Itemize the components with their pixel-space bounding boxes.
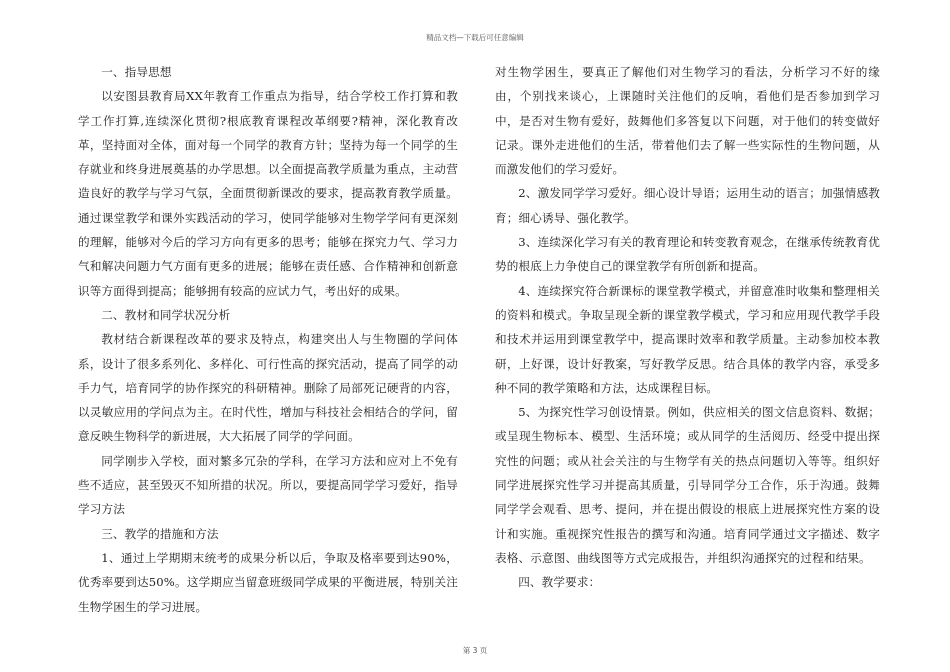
paragraph-measure-4: 4、连续探究符合新课标的课堂教学模式，并留意准时收集和整理相关的资料和模式。争取呈现全新的课堂教学模式，学习和应用现代教学手段和技术并运用到课堂教学中，提高课时效率和教学质量。主动参加校本教研，上好课，设计好教案，写好教学反思。结合具体的教学内容，承受多种不同的教学策略和方法，达成课程目标。 <box>495 283 880 395</box>
page-number: 第 3 页 <box>462 646 488 655</box>
paragraph-measure-2: 2、激发同学学习爱好。细心设计导语；运用生动的语言；加强情感教育；细心诱导、强化教学。 <box>495 186 880 225</box>
section-heading-guiding-thought: 一、指导思想 <box>101 65 172 79</box>
paragraph-materials: 教材结合新课程改革的要求及特点，构建突出人与生物圈的学问体系，设计了很多系列化、多样化、可行性高的探究活动，提高了同学的动手力气，培育同学的协作探究的科研精神。删除了局部死记硬背的内容，以灵敏应用的学问点为主。在时代性，增加与科技社会相结合的学问，留意反映生物科学的新进展，大大拓展了同学的学问面。 <box>78 332 458 444</box>
page-header: 精品文档—下载后可任意编辑 <box>426 33 524 42</box>
section-heading-materials-analysis: 二、教材和同学状况分析 <box>101 307 231 322</box>
section-heading-requirements: 四、教学要求： <box>518 575 601 590</box>
right-column <box>495 60 880 595</box>
paragraph-measure-5: 5、为探究性学习创设情景。例如，供应相关的图文信息资料、数据；或呈现生物标本、模型、生活环境；或从同学的生活阅历、经受中提出探究性的问题；或从社会关注的与生物学有关的热点问题切入等等。组织好同学进展探究性学习并提高其质量，引导同学分工合作，乐于沟通。鼓舞同学学会观看、思考、提问，并在提出假设的根底上进展探究性方案的设计和实施。重视探究性报告的撰写和沟通。培育同学通过文字描述、数字表格、示意图、曲线图等方式完成报告，并组织沟通探究的过程和结果。 <box>495 405 880 565</box>
section-heading-measures: 三、教学的措施和方法 <box>101 526 219 541</box>
paragraph-guiding-thought: 以安图县教育局XX年教育工作重点为指导，结合学校工作打算和教学工作打算,连续深化贯彻?根底教育课程改革纲要?精神，深化教育改革，坚持面对全体，面对每一个同学的教育方针；坚持为每一个同学的生存就业和终身进展奠基的办学思想。以全面提高教学质量为重点，主动营造良好的教学与学习气氛，全面贯彻新课改的要求，提高教育教学质量。通过课堂教学和课外实践活动的学习，使同学能够对生物学学问有更深刻的理解，能够对今后的学习方向有更多的思考；能够在探究力气、学习力气和解决问题力气方面有更多的进展；能够在责任感、合作精神和创新意识等方面得到提高；能够拥有较高的应试力气，考出好的成果。 <box>78 89 458 298</box>
paragraph-measure-1-continued: 对生物学困生，要真正了解他们对生物学习的看法，分析学习不好的缘由，个别找来谈心，上课随时关注他们的反响，看他们是否参加到学习中，是否对生物有爱好，鼓舞他们多答复以下问题，对于他们的转变做好记录。课外走进他们的生活，带着他们去了解一些实际性的生物问题，从而激发他们的学习爱好。 <box>495 65 880 177</box>
paragraph-measure-3: 3、连续深化学习有关的教育理论和转变教育观念，在继承传统教育优势的根底上力争使自己的课堂教学有所创新和提高。 <box>495 235 880 274</box>
left-column <box>78 60 458 619</box>
paragraph-measure-1: 1、通过上学期期末统考的成果分析以后，争取及格率要到达90%，优秀率要到达50%。这学期应当留意班级同学成果的平衡进展，特别关注生物学困生的学习进展。 <box>78 550 458 614</box>
paragraph-students: 同学刚步入学校，面对繁多冗杂的学科，在学习方法和应对上不免有些不适应，甚至毁灭不知所措的状况。所以，要提高同学学习爱好，指导学习方法 <box>78 453 458 517</box>
